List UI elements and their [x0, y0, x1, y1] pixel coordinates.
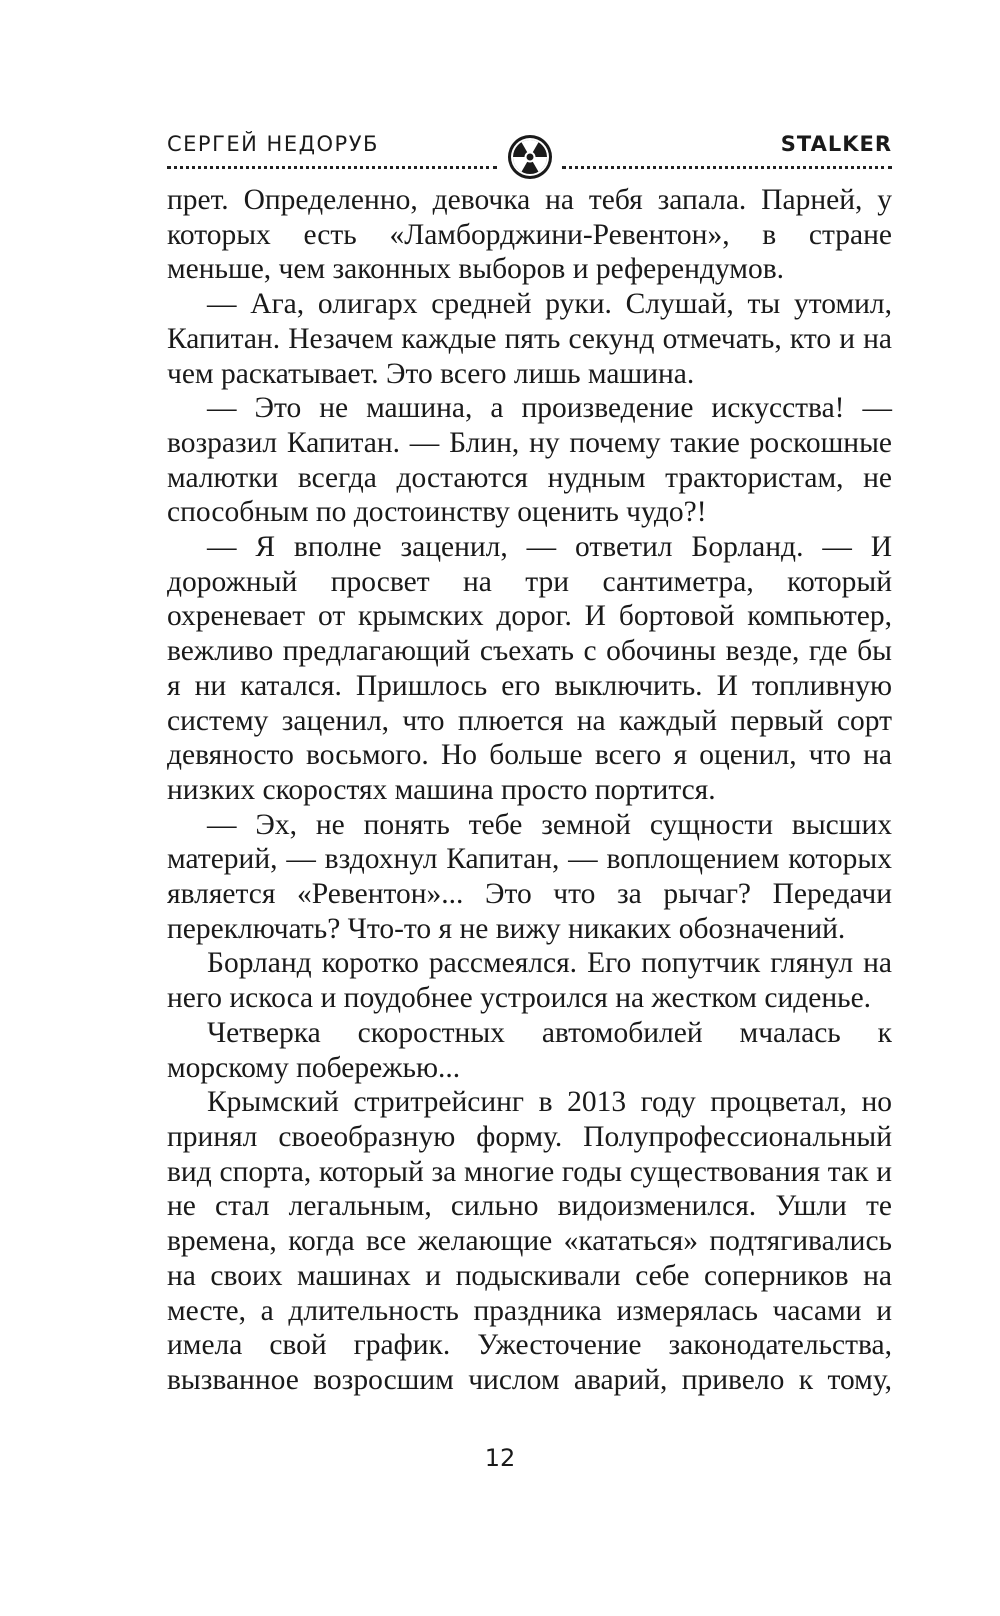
paragraph: Четверка скоростных автомобилей мчалась к морскому побережью... — [167, 1016, 892, 1084]
running-header — [167, 128, 892, 188]
radiation-icon — [507, 134, 553, 180]
paragraph: — Ага, олигарх средней руки. Слушай, ты утомил, Капитан. Незачем каждые пять секунд отмечать, кто и на чем раскатывает. Это всего лишь машина. — [167, 288, 892, 390]
paragraph: Борланд коротко рассмеялся. Его попутчик глянул на него искоса и поудобнее устроился на жестком сиденье. — [167, 947, 892, 1015]
page-body — [167, 183, 892, 1398]
paragraph: — Эх, не понять тебе земной сущности высших материй, — вздохнул Капитан, — воплощением которых является «Ревентон»... Это что за рычаг? Передачи переключать? Что-то я не вижу никаких обозначений. — [167, 808, 892, 945]
paragraph: — Я вполне заценил, — ответил Борланд. — И дорожный просвет на три сантиметра, который охреневает от крымских дорог. И бортовой компьютер, вежливо предлагающий съехать с обочины везде, где бы я ни катался. Пришлось его выключить. И топливную систему заценил, что плюется на каждый первый сорт девяносто восьмого. Но больше всего я оценил, что на низких скоростях машина просто портится. — [167, 531, 892, 806]
page-number: 12 — [484, 1444, 516, 1472]
series-title: STALKER — [780, 132, 892, 156]
author-name: СЕРГЕЙ НЕДОРУБ — [167, 132, 379, 156]
paragraph: — Это не машина, а произведение искусства! — возразил Капитан. — Блин, ну почему такие роскошные малютки всегда достаются нудным трактористам, не способным по достоинству оценить чудо?! — [167, 392, 892, 529]
header-dotted-rule-left — [167, 166, 497, 169]
header-dotted-rule-right — [562, 166, 892, 169]
paragraph: прет. Определенно, девочка на тебя запала. Парней, у которых есть «Ламборджини-Ревентон», в стране меньше, чем законных выборов и референдумов. — [167, 184, 892, 286]
paragraph: Крымский стритрейсинг в 2013 году процветал, но принял своеобразную форму. Полупрофессиональный вид спорта, который за многие годы существования так и не стал легальным, сильно видоизменился. Ушли те времена, когда все желающие «кататься» подтягивались на своих машинах и подыскивали себе соперников на месте, а длительность праздника измерялась часами и имела свой график. Ужесточение законодательства, вызванное возросшим числом аварий, привело к тому, — [167, 1086, 892, 1396]
